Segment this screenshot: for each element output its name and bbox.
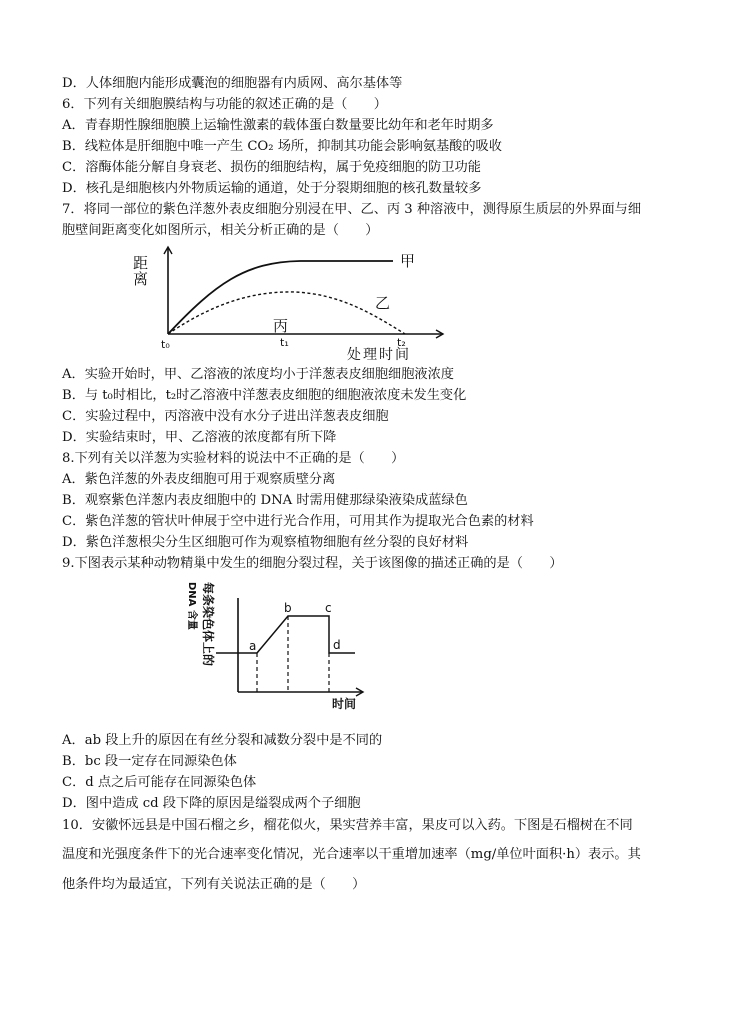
point-d: d xyxy=(333,638,341,652)
series-label-bing: 丙 xyxy=(273,317,289,335)
chart1-ylabel-2: 离 xyxy=(133,270,149,288)
option-8c: C．紫色洋葱的管状叶伸展于空中进行光合作用，可用其作为提取光合色素的材料 xyxy=(62,514,534,529)
tick-t0: t₀ xyxy=(161,338,170,351)
point-a: a xyxy=(249,639,257,653)
chart1-xlabel: 处理时间 xyxy=(347,347,411,363)
option-9c: C．d 点之后可能存在同源染色体 xyxy=(62,775,257,790)
question-6-stem: 6．下列有关细胞膜结构与功能的叙述正确的是（ ） xyxy=(62,97,387,112)
option-8a: A．紫色洋葱的外表皮细胞可用于观察质壁分离 xyxy=(62,472,336,487)
tick-t1: t₁ xyxy=(280,336,289,349)
option-7c: C．实验过程中，丙溶液中没有水分子进出洋葱表皮细胞 xyxy=(62,409,389,424)
question-7-stem-2: 胞壁间距离变化如图所示，相关分析正确的是（ ） xyxy=(62,223,379,238)
chart2-ylabel-1: 每条染色体上的 xyxy=(201,582,215,667)
option-9d: D．图中造成 cd 段下降的原因是缢裂成两个子细胞 xyxy=(62,796,361,811)
chart2-xlabel: 时间 xyxy=(332,697,357,711)
question-10-line-2: 温度和光强度条件下的光合速率变化情况，光合速率以干重增加速率（mg/单位叶面积·h）表示。其 xyxy=(62,847,641,862)
point-b: b xyxy=(284,601,292,615)
series-label-jia: 甲 xyxy=(400,252,416,270)
tick-t2: t₂ xyxy=(397,336,406,349)
question-8-stem: 8.下列有关以洋葱为实验材料的说法中不正确的是（ ） xyxy=(62,451,405,466)
option-6a: A．青春期性腺细胞膜上运输性激素的载体蛋白数量要比幼年和老年时期多 xyxy=(62,118,494,133)
question-9-stem: 9.下图表示某种动物精巢中发生的细胞分裂过程，关于该图像的描述正确的是（ ） xyxy=(62,556,563,571)
option-9b: B．bc 段一定存在同源染色体 xyxy=(62,754,237,769)
question-7-stem-1: 7．将同一部位的紫色洋葱外表皮细胞分别浸在甲、乙、丙 3 种溶液中，测得原生质层的外界面与细 xyxy=(62,202,642,217)
question-10-line-1: 10．安徽怀远县是中国石榴之乡，榴花似火，果实营养丰富，果皮可以入药。下图是石榴树在不同 xyxy=(62,818,633,833)
option-6d: D．核孔是细胞核内外物质运输的通道，处于分裂期细胞的核孔数量较多 xyxy=(62,181,482,196)
point-c: c xyxy=(325,601,332,615)
option-8b: B．观察紫色洋葱内表皮细胞中的 DNA 时需用健那绿染液染成蓝绿色 xyxy=(62,493,468,508)
chart1-ylabel-1: 距 xyxy=(133,254,149,272)
chart2-ylabel-2: DNA 含量 xyxy=(186,582,197,630)
option-6c: C．溶酶体能分解自身衰老、损伤的细胞结构，属于免疫细胞的防卫功能 xyxy=(62,160,481,175)
option-6b: B．线粒体是肝细胞中唯一产生 CO₂ 场所，抑制其功能会影响氨基酸的吸收 xyxy=(62,139,502,154)
distance-time-figure xyxy=(125,244,455,362)
option-7b: B．与 t₀时相比，t₂时乙溶液中洋葱表皮细胞的细胞液浓度未发生变化 xyxy=(62,388,467,403)
option-8d: D．紫色洋葱根尖分生区细胞可作为观察植物细胞有丝分裂的良好材料 xyxy=(62,535,469,550)
dna-content-figure xyxy=(186,580,370,720)
option-7d: D．实验结束时，甲、乙溶液的浓度都有所下降 xyxy=(62,430,337,445)
series-label-yi: 乙 xyxy=(375,294,391,312)
option-9a: A．ab 段上升的原因在有丝分裂和减数分裂中是不同的 xyxy=(62,733,383,748)
text-line: D．人体细胞内能形成囊泡的细胞器有内质网、高尔基体等 xyxy=(62,76,403,91)
question-10-line-3: 他条件均为最适宜，下列有关说法正确的是（ ） xyxy=(62,877,366,892)
option-7a: A．实验开始时，甲、乙溶液的浓度均小于洋葱表皮细胞细胞液浓度 xyxy=(62,367,454,382)
